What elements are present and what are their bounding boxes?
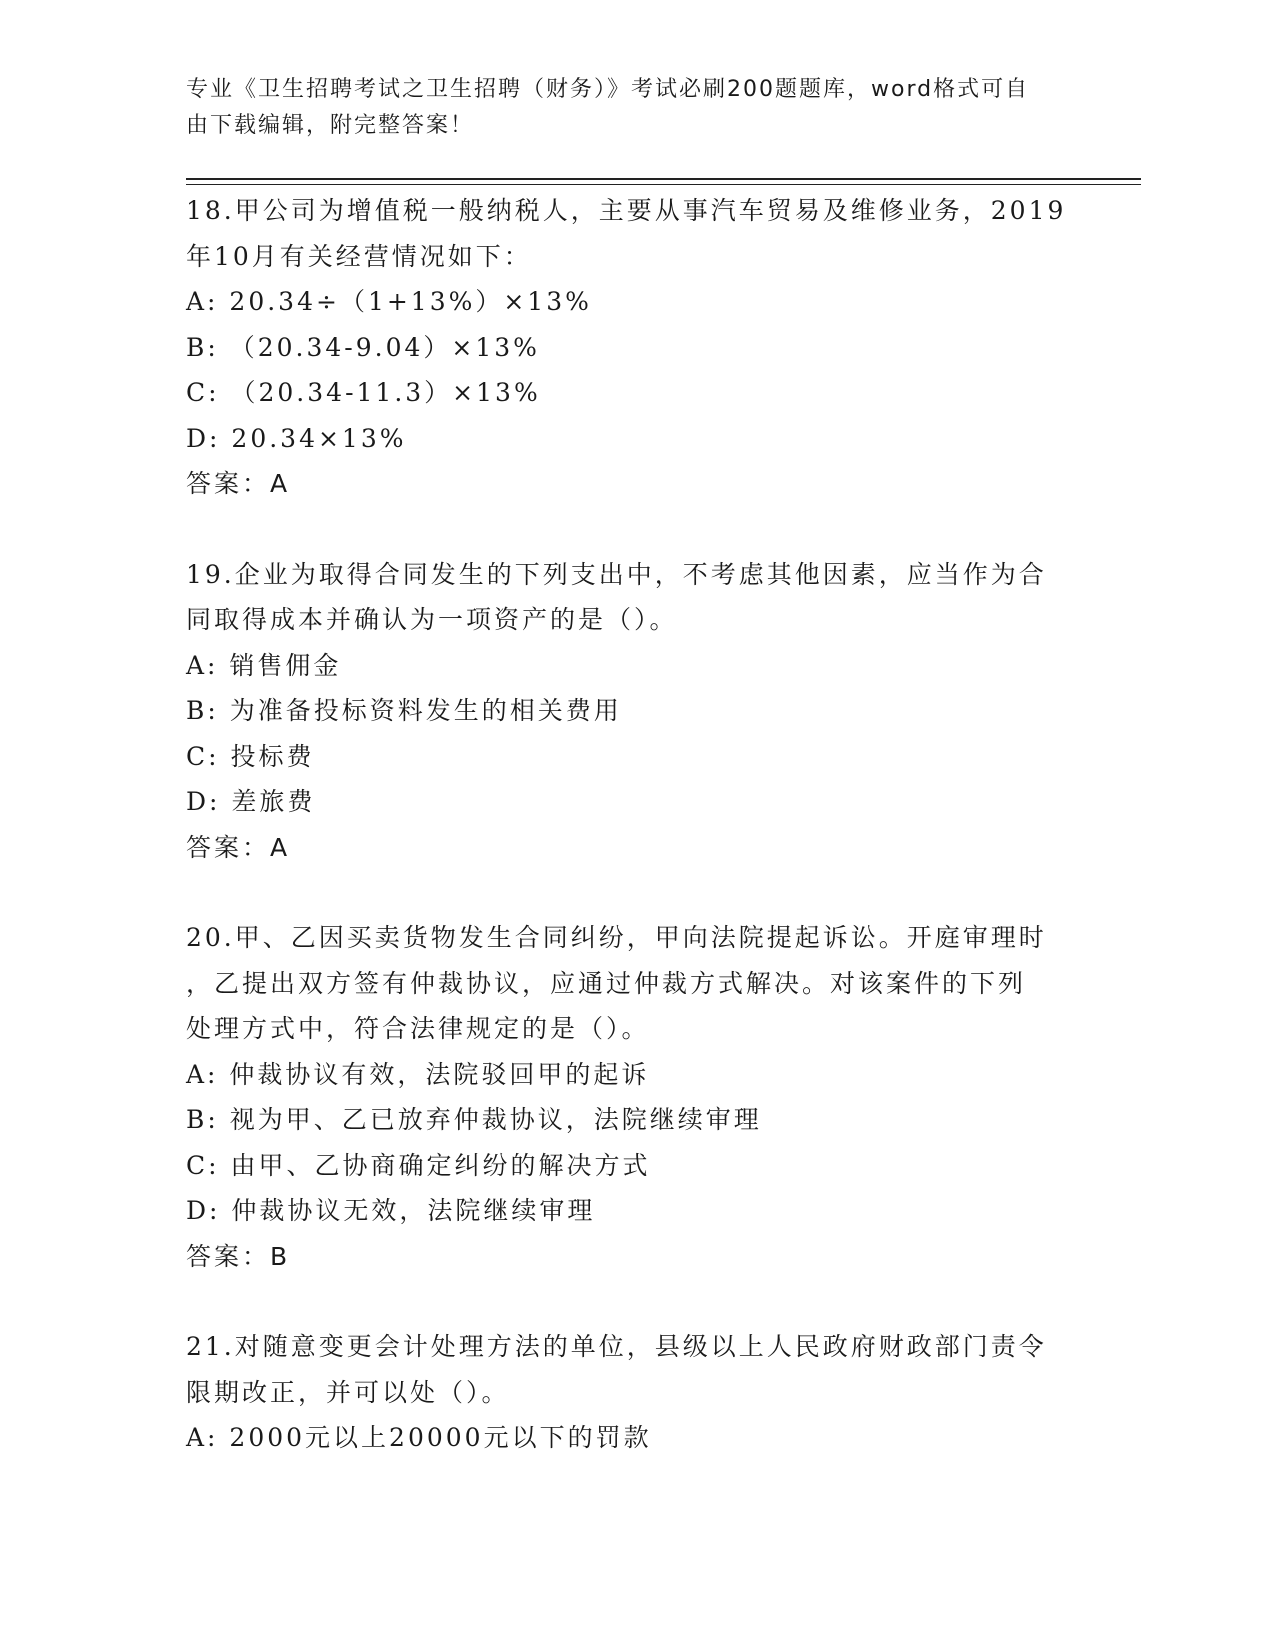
header-rule-thin	[186, 184, 1141, 185]
option-a: A: 仲裁协议有效，法院驳回甲的起诉	[186, 1059, 650, 1089]
header-rule-thick	[186, 178, 1141, 180]
option-a: A: 销售佣金	[186, 650, 342, 680]
question-20	[186, 915, 1086, 1279]
question-18	[186, 188, 1086, 507]
option-d: D: 差旅费	[186, 787, 316, 816]
option-c: C: 投标费	[186, 741, 315, 771]
option-c: C: （20.34-11.3）×13%	[186, 378, 541, 407]
answer-line: 答案：A	[186, 832, 291, 862]
question-stem-line: 同取得成本并确认为一项资产的是（）。	[186, 605, 678, 634]
spacer	[186, 870, 1086, 915]
spacer	[186, 507, 1086, 552]
question-19	[186, 552, 1086, 871]
header-line-1: 专业《卫生招聘考试之卫生招聘（财务）》考试必刷200题题库，word格式可自	[186, 77, 1030, 102]
option-c: C: 由甲、乙协商确定纠纷的解决方式	[186, 1150, 651, 1180]
question-list	[186, 188, 1086, 1461]
document-header	[186, 72, 1086, 144]
question-stem-line: 21.对随意变更会计处理方法的单位，县级以上人民政府财政部门责令	[186, 1332, 1047, 1361]
option-b: B: 为准备投标资料发生的相关费用	[186, 696, 622, 725]
question-stem-line: 处理方式中，符合法律规定的是（）。	[186, 1014, 650, 1043]
option-a: A: 20.34÷（1+13%）×13%	[186, 287, 592, 316]
question-stem-line: 年10月有关经营情况如下：	[186, 241, 532, 271]
option-b: B: 视为甲、乙已放弃仲裁协议，法院继续审理	[186, 1105, 762, 1134]
option-a: A: 2000元以上20000元以下的罚款	[186, 1423, 652, 1452]
question-stem-line: 20.甲、乙因买卖货物发生合同纠纷，甲向法院提起诉讼。开庭审理时	[186, 923, 1047, 952]
answer-line: 答案：A	[186, 469, 291, 498]
question-stem-line: 18.甲公司为增值税一般纳税人，主要从事汽车贸易及维修业务，2019	[186, 196, 1067, 225]
option-d: D: 仲裁协议无效，法院继续审理	[186, 1196, 596, 1225]
option-d: D: 20.34×13%	[186, 423, 407, 453]
question-stem-line: ，乙提出双方签有仲裁协议，应通过仲裁方式解决。对该案件的下列	[186, 968, 1027, 998]
answer-line: 答案：B	[186, 1241, 291, 1271]
question-stem-line: 限期改正，并可以处（）。	[186, 1377, 510, 1407]
question-21	[186, 1324, 1086, 1461]
spacer	[186, 1279, 1086, 1324]
option-b: B: （20.34-9.04）×13%	[186, 332, 540, 362]
header-line-2: 由下载编辑，附完整答案！	[186, 113, 475, 138]
question-stem-line: 19.企业为取得合同发生的下列支出中，不考虑其他因素，应当作为合	[186, 559, 1047, 589]
